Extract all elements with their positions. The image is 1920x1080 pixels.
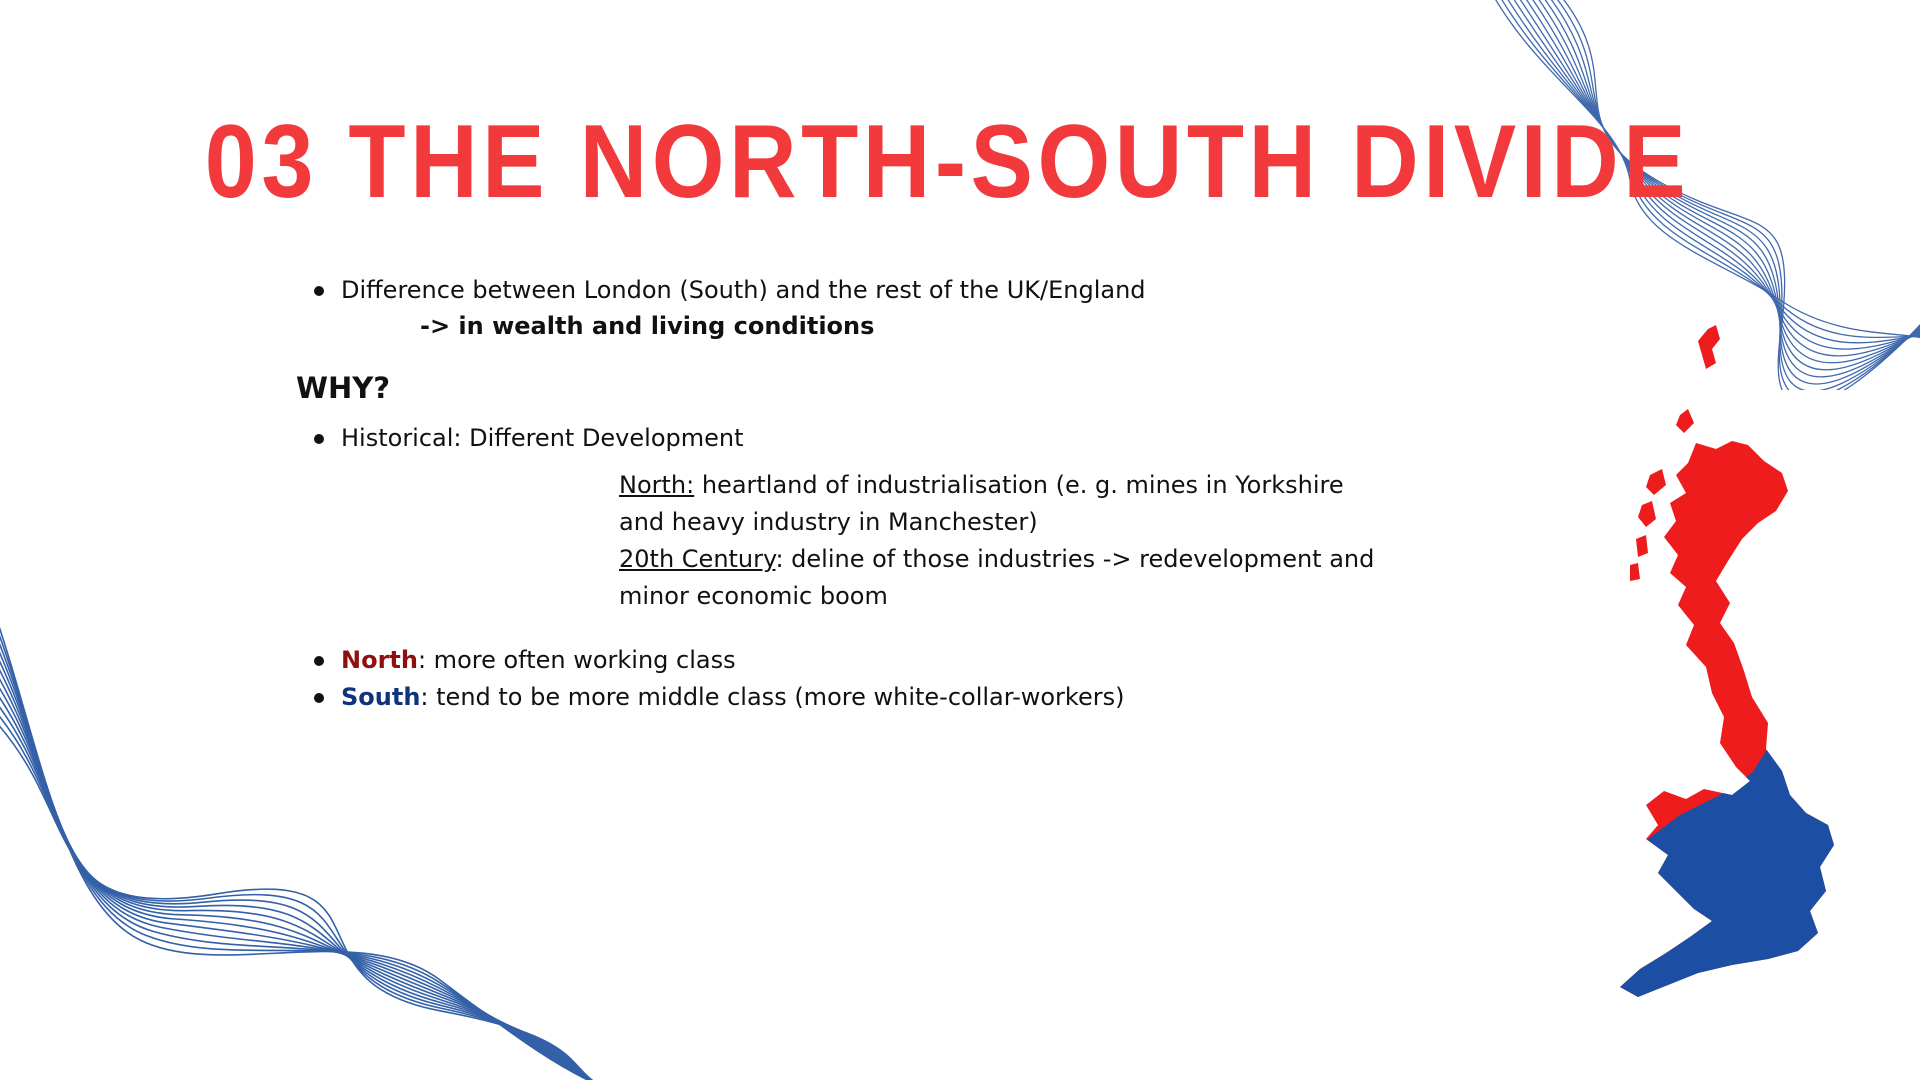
century-text-1: : deline of those industries -> redevelopment and [775, 545, 1375, 573]
bullet-dot [314, 693, 324, 703]
south-class-text: : tend to be more middle class (more white-collar-workers) [420, 683, 1125, 711]
slide-title: 03 THE NORTH-SOUTH DIVIDE [204, 104, 1691, 220]
century-label: 20th Century [619, 545, 776, 573]
uk-map [1480, 325, 1840, 1015]
north-explanation-line2: and heavy industry in Manchester) [619, 508, 1038, 536]
why-heading: WHY? [296, 371, 391, 405]
south-keyword: South [341, 683, 421, 711]
bullet-dot [314, 286, 324, 296]
century-explanation-line1 [619, 541, 1374, 577]
north-class-text: : more often working class [417, 646, 736, 674]
north-explanation-line1 [619, 467, 1344, 503]
bullet-difference: Difference between London (South) and the rest of the UK/England [341, 276, 1146, 304]
century-explanation-line2: minor economic boom [619, 582, 888, 610]
bullet-dot [314, 656, 324, 666]
bullet-historical: Historical: Different Development [341, 424, 744, 452]
north-label: North: [619, 471, 695, 499]
bullet-difference-sub: -> in wealth and living conditions [420, 312, 875, 340]
north-keyword: North [341, 646, 418, 674]
north-text-1: heartland of industrialisation (e. g. mines in Yorkshire [694, 471, 1344, 499]
bullet-dot [314, 434, 324, 444]
bullet-north-class [341, 642, 736, 678]
map-south-region [1580, 715, 1840, 1015]
bullet-south-class [341, 679, 1124, 715]
